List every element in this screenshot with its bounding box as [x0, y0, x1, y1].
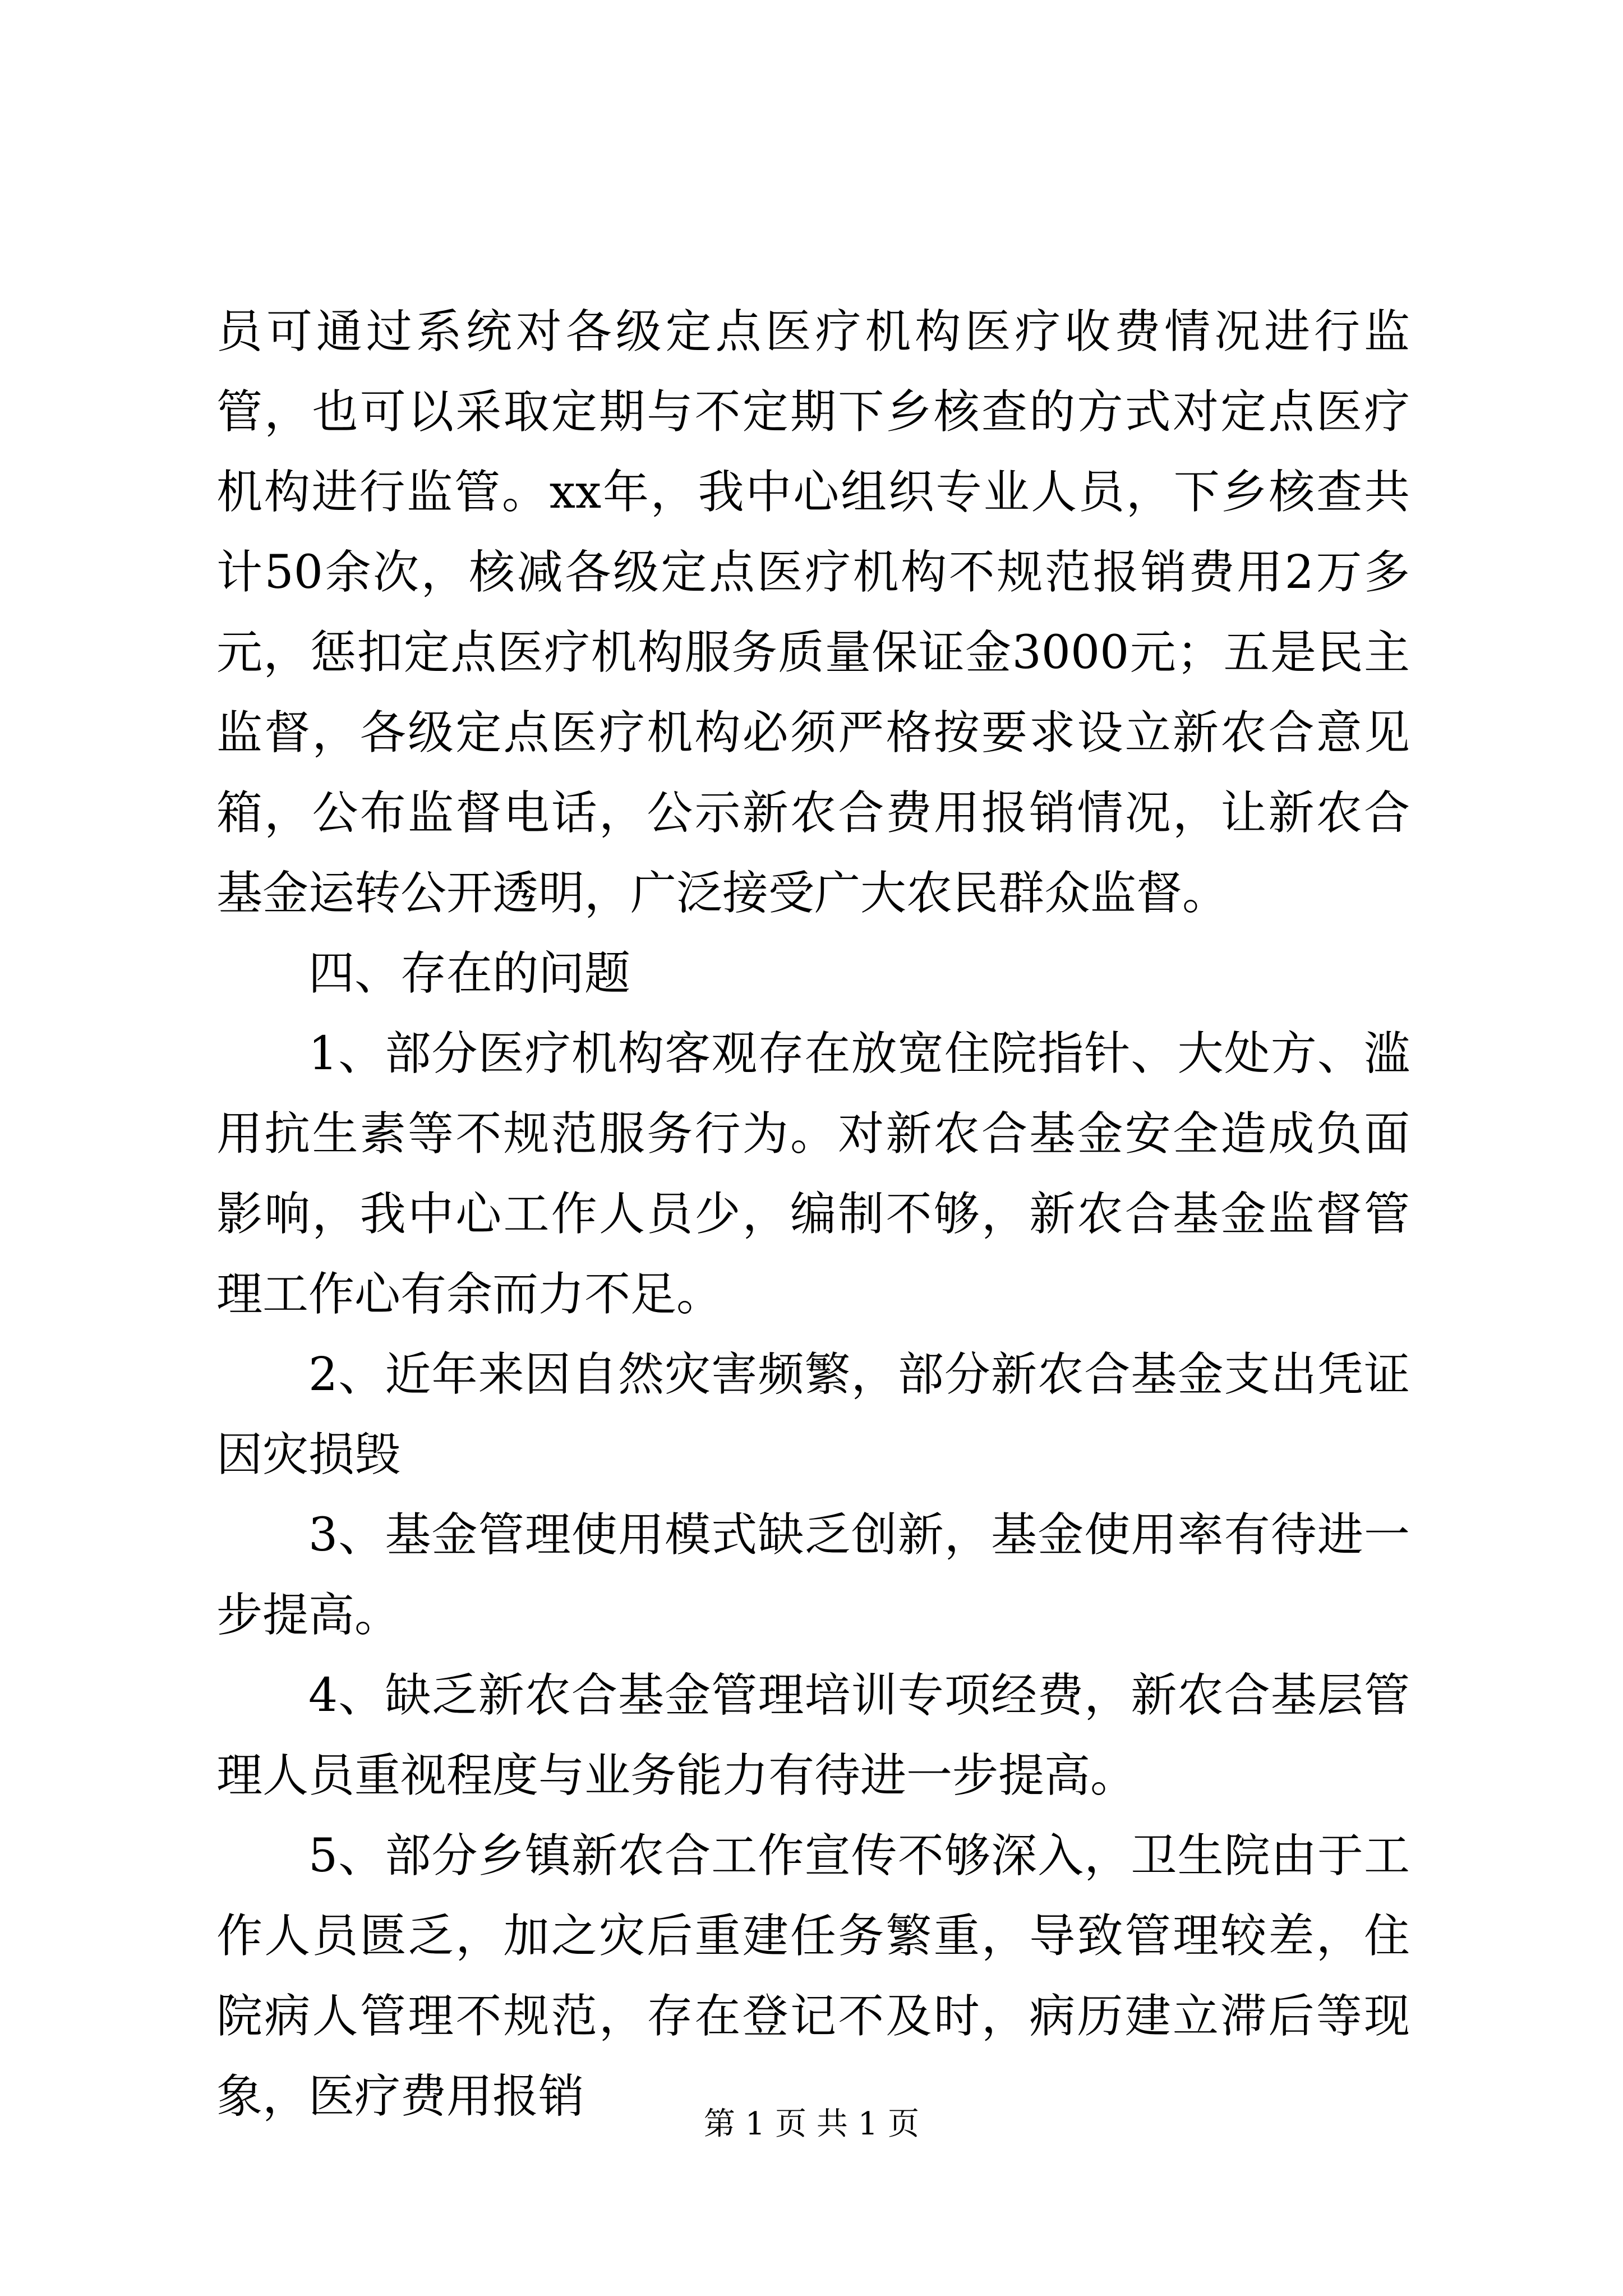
- paragraph-item-3: 3、基金管理使用模式缺乏创新，基金使用率有待进一步提高。: [216, 1508, 1410, 1642]
- paragraph-item-2: 2、近年来因自然灾害频繁，部分新农合基金支出凭证因灾损毁: [216, 1348, 1410, 1481]
- document-body: [216, 292, 1410, 2137]
- paragraph-item-5: 5、部分乡镇新农合工作宣传不够深入，卫生院由于工作人员匮乏，加之灾后重建任务繁重，导致管理较差，住院病人管理不规范，存在登记不及时，病历建立滞后等现象，医疗费用报销: [216, 1829, 1410, 2123]
- paragraph-item-4: 4、缺乏新农合基金管理培训专项经费，新农合基层管理人员重视程度与业务能力有待进一步提高。: [216, 1669, 1410, 1802]
- section-heading: 四、存在的问题: [308, 947, 631, 1000]
- paragraph-continued: 员可通过系统对各级定点医疗机构医疗收费情况进行监管，也可以采取定期与不定期下乡核查的方式对定点医疗机构进行监管。xx年，我中心组织专业人员，下乡核查共计50余次，核减各级定点医疗机构不规范报销费用2万多元，惩扣定点医疗机构服务质量保证金3000元；五是民主监督，各级定点医疗机构必须严格按要求设立新农合意见箱，公布监督电话，公示新农合费用报销情况，让新农合基金运转公开透明，广泛接受广大农民群众监督。: [216, 305, 1410, 920]
- page-footer: 第 1 页 共 1 页: [703, 2106, 920, 2142]
- paragraph-item-1: 1、部分医疗机构客观存在放宽住院指针、大处方、滥用抗生素等不规范服务行为。对新农合基金安全造成负面影响，我中心工作人员少，编制不够，新农合基金监督管理工作心有余而力不足。: [216, 1027, 1410, 1321]
